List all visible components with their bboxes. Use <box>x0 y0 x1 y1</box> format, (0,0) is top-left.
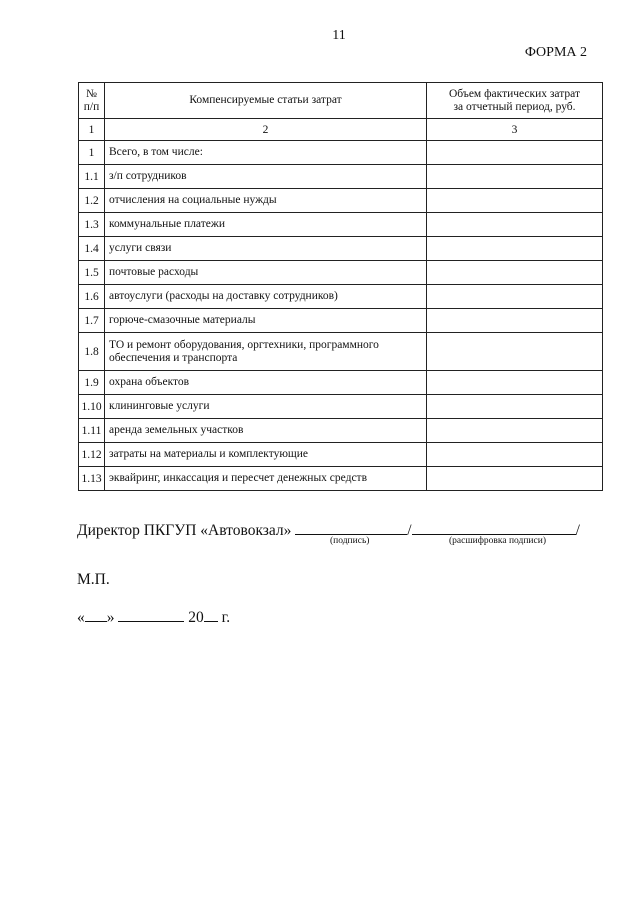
row-value-cell[interactable] <box>427 141 603 165</box>
stamp-placeholder: М.П. <box>77 571 110 588</box>
row-item: Всего, в том числе: <box>105 141 427 165</box>
row-number: 1.11 <box>79 419 105 443</box>
table-row <box>79 371 603 395</box>
row-number: 1.12 <box>79 443 105 467</box>
row-item: клининговые услуги <box>105 395 427 419</box>
table-row <box>79 189 603 213</box>
table-row <box>79 261 603 285</box>
signature-separator-end: / <box>575 522 580 539</box>
table-row <box>79 141 603 165</box>
row-item: ТО и ремонт оборудования, оргтехники, программного обеспечения и транспорта <box>105 333 427 371</box>
date-close-quote: » <box>106 609 115 626</box>
row-value-cell[interactable] <box>427 333 603 371</box>
row-item: аренда земельных участков <box>105 419 427 443</box>
column-number-row <box>79 119 603 141</box>
header-number-line2: п/п <box>83 100 100 113</box>
date-month-blank[interactable] <box>118 608 184 622</box>
table-row <box>79 285 603 309</box>
signature-separator: / <box>407 522 412 539</box>
form-label: ФОРМА 2 <box>524 45 587 60</box>
row-number: 1.4 <box>79 237 105 261</box>
row-number: 1.3 <box>79 213 105 237</box>
row-item: автоуслуги (расходы на доставку сотрудников) <box>105 285 427 309</box>
date-year-suffix: г. <box>221 609 231 626</box>
row-number: 1.8 <box>79 333 105 371</box>
row-value-cell[interactable] <box>427 213 603 237</box>
column-number-3: 3 <box>427 119 603 141</box>
row-number: 1.5 <box>79 261 105 285</box>
table-row <box>79 165 603 189</box>
table-header-row <box>79 83 603 119</box>
row-value-cell[interactable] <box>427 395 603 419</box>
row-item: з/п сотрудников <box>105 165 427 189</box>
signature-line[interactable] <box>295 520 407 535</box>
row-value-cell[interactable] <box>427 443 603 467</box>
date-year-prefix: 20 <box>188 609 204 626</box>
row-item: отчисления на социальные нужды <box>105 189 427 213</box>
header-number <box>79 83 105 119</box>
signature-decoding-line[interactable] <box>412 520 576 535</box>
table-row <box>79 419 603 443</box>
column-number-2: 2 <box>105 119 427 141</box>
row-number: 1.10 <box>79 395 105 419</box>
row-value-cell[interactable] <box>427 371 603 395</box>
table-row <box>79 333 603 371</box>
decoding-caption: (расшифровка подписи) <box>449 536 546 546</box>
row-item: горюче-смазочные материалы <box>105 309 427 333</box>
header-actual-costs-line1: Объем фактических затрат <box>449 87 580 100</box>
date-open-quote: « <box>77 609 85 626</box>
row-value-cell[interactable] <box>427 285 603 309</box>
date-line <box>77 608 230 627</box>
row-value-cell[interactable] <box>427 189 603 213</box>
header-actual-costs-line2: за отчетный период, руб. <box>453 100 576 113</box>
director-title: Директор ПКГУП «Автовокзал» <box>77 522 292 539</box>
row-item: затраты на материалы и комплектующие <box>105 443 427 467</box>
header-number-line1: № <box>86 87 97 100</box>
row-number: 1.6 <box>79 285 105 309</box>
signature-caption: (подпись) <box>330 536 370 546</box>
table-row <box>79 467 603 491</box>
row-value-cell[interactable] <box>427 309 603 333</box>
row-number: 1.2 <box>79 189 105 213</box>
cost-table <box>78 82 603 491</box>
table-row <box>79 443 603 467</box>
row-value-cell[interactable] <box>427 261 603 285</box>
row-item: эквайринг, инкассация и пересчет денежных средств <box>105 467 427 491</box>
date-year-blank[interactable] <box>204 608 218 622</box>
table-row <box>79 213 603 237</box>
row-item: почтовые расходы <box>105 261 427 285</box>
row-item: услуги связи <box>105 237 427 261</box>
row-value-cell[interactable] <box>427 165 603 189</box>
row-item: охрана объектов <box>105 371 427 395</box>
row-value-cell[interactable] <box>427 467 603 491</box>
page-number: 11 <box>332 28 346 43</box>
column-number-1: 1 <box>79 119 105 141</box>
table-row <box>79 395 603 419</box>
row-number: 1.13 <box>79 467 105 491</box>
header-actual-costs <box>427 83 603 119</box>
date-day-blank[interactable] <box>85 608 107 622</box>
row-item: коммунальные платежи <box>105 213 427 237</box>
table-row <box>79 309 603 333</box>
row-number: 1.7 <box>79 309 105 333</box>
row-number: 1 <box>79 141 105 165</box>
row-number: 1.1 <box>79 165 105 189</box>
row-number: 1.9 <box>79 371 105 395</box>
header-cost-items: Компенсируемые статьи затрат <box>105 83 427 119</box>
row-value-cell[interactable] <box>427 419 603 443</box>
row-value-cell[interactable] <box>427 237 603 261</box>
table-row <box>79 237 603 261</box>
